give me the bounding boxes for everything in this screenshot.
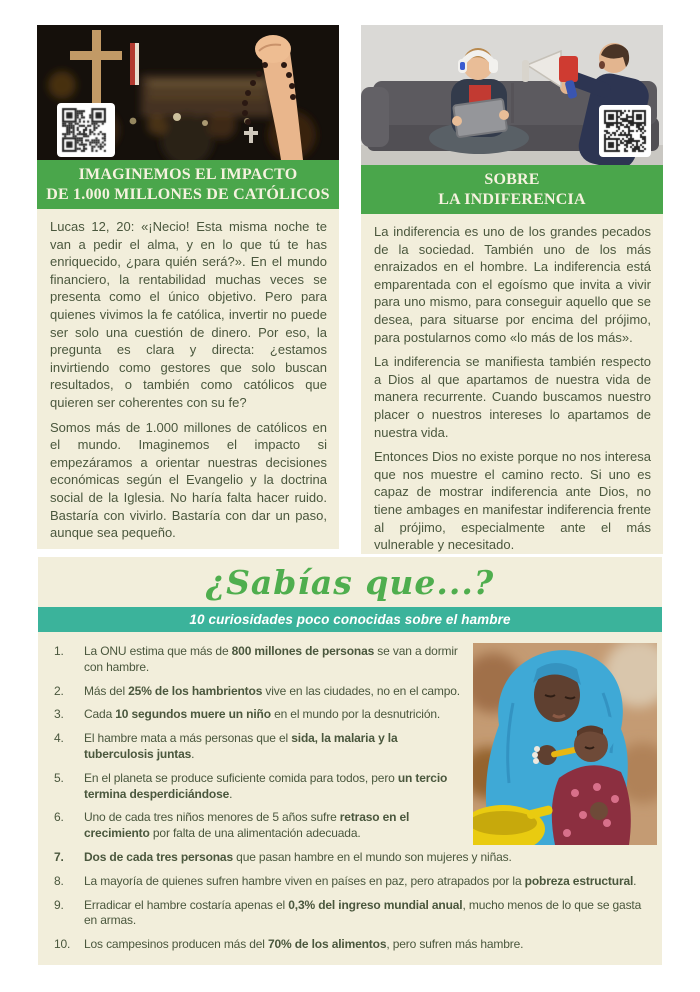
mother-feeding-child-illustration [473,643,657,845]
fact-text: El hambre mata a más personas que el sida, la malaria y la tuberculosis juntas. [84,731,398,761]
fact-text: Uno de cada tres niños menores de 5 años sufre retraso en el crecimiento por falta de una alimentación adecuada. [84,810,410,841]
qr-code-icon [599,105,651,157]
fact-number: 5. [54,770,64,785]
fact-text: Cada 10 segundos muere un niño en el mundo por la desnutrición. [84,707,441,722]
article-indiferencia [361,25,663,554]
fact-text: Dos de cada tres personas que pasan hambre en el mundo son mujeres y niñas. [84,849,512,864]
article-title-line: SOBRE [484,171,540,188]
article-paragraph: Entonces Dios no existe porque no nos interesa que nos muestre el camino recto. Si uno es capaz de mostrar indiferencia ante Dios, no tiene ambages en manifestar indiferencia frente al prójimo, especialmente ante el más vulnerable y necesitado. [374,449,651,553]
fact-number: 8. [54,873,64,888]
sabias-que-section [38,557,662,965]
article-title-line: LA INDIFERENCIA [438,190,586,208]
fact-item [54,937,652,953]
fact-item [54,874,652,890]
fact-text: Erradicar el hambre costaría apenas el 0,3% del ingreso mundial anual, mucho menos de lo que se gasta en armas. [84,897,642,928]
qr-code-icon [57,103,115,157]
article-catolicos [37,25,339,549]
fact-number: 9. [54,897,64,912]
curiosidades-banner: 10 curiosidades poco conocidas sobre el hambre [38,607,662,632]
fact-item [54,898,652,930]
fact-number: 4. [54,731,64,746]
article-paragraph: Lucas 12, 20: «¡Necio! Esta misma noche te van a pedir el alma, y en lo que tú te has enriquecido, ¿para quién será?». En el mundo financiero, la rentabilidad muchas veces se presenta como el único objetivo. Pero para quienes vivimos la fe católica, invertir no puede ser solo una cuestión de dinero. Por eso, la pregunta es clara y directa: ¿estamos invirtiendo como gestores que solo buscan resultados, o también como católicos que quieren ser coherentes con su fe? [50,219,327,410]
fact-text: En el planeta se produce suficiente comida para todos, pero un tercio termina desperdiciándose. [84,770,448,801]
fact-number: 6. [54,810,64,825]
fact-text: Más del 25% de los hambrientos vive en las ciudades, no en el campo. [84,683,460,698]
mother-feeding-child-photo [473,643,657,845]
article-body [361,214,663,554]
sabias-que-title: ¿Sabías que...? [205,562,495,602]
fact-number: 1. [54,644,64,658]
fact-text: Los campesinos producen más del 70% de los alimentos, pero sufren más hambre. [84,937,524,952]
fact-text: La ONU estima que más de 800 millones de personas se van a dormir con hambre. [84,644,458,674]
fact-number: 2. [54,683,64,698]
article-title-banner [361,165,663,214]
article-body [37,209,339,549]
article-paragraph: La indiferencia se manifiesta también respecto a Dios al que apartamos de nuestra vida de manera recurrente. Cuando buscamos nuestro placer o nuestros intereses lo apartamos de nuestra vida. [374,354,651,440]
fact-item [54,850,652,866]
article-paragraph: Somos más de 1.000 millones de católicos en el mundo. Imaginemos el impacto si empezáramos a orientar nuestras decisiones económicas según el Evangelio y la doctrina social de la Iglesia. No haría falta hacer ruido. Bastaría con vivirlo. Bastaría con dar un paso, aunque sea pequeño. [50,419,327,541]
megaphone-indifference-photo [361,25,663,165]
fact-number: 7. [54,849,64,864]
rosary-crowd-photo [37,25,339,160]
article-title-line: DE 1.000 MILLONES DE CATÓLICOS [46,185,330,203]
article-paragraph: La indiferencia es uno de los grandes pecados de la sociedad. También uno de los más enraizados en el hombre. La indiferencia está emparentada con el egoísmo que invita a vivir para uno mismo, para conseguir aquello que se desea, para situarse por encima del prójimo, para postularnos como «lo más de los más». [374,224,651,345]
article-title-banner [37,160,339,209]
fact-text: La mayoría de quienes sufren hambre viven en países en paz, pero atrapados por la pobreza estructural. [84,873,637,888]
fact-number: 3. [54,707,64,722]
article-title-line: IMAGINEMOS EL IMPACTO [78,166,298,183]
fact-number: 10. [54,937,71,952]
